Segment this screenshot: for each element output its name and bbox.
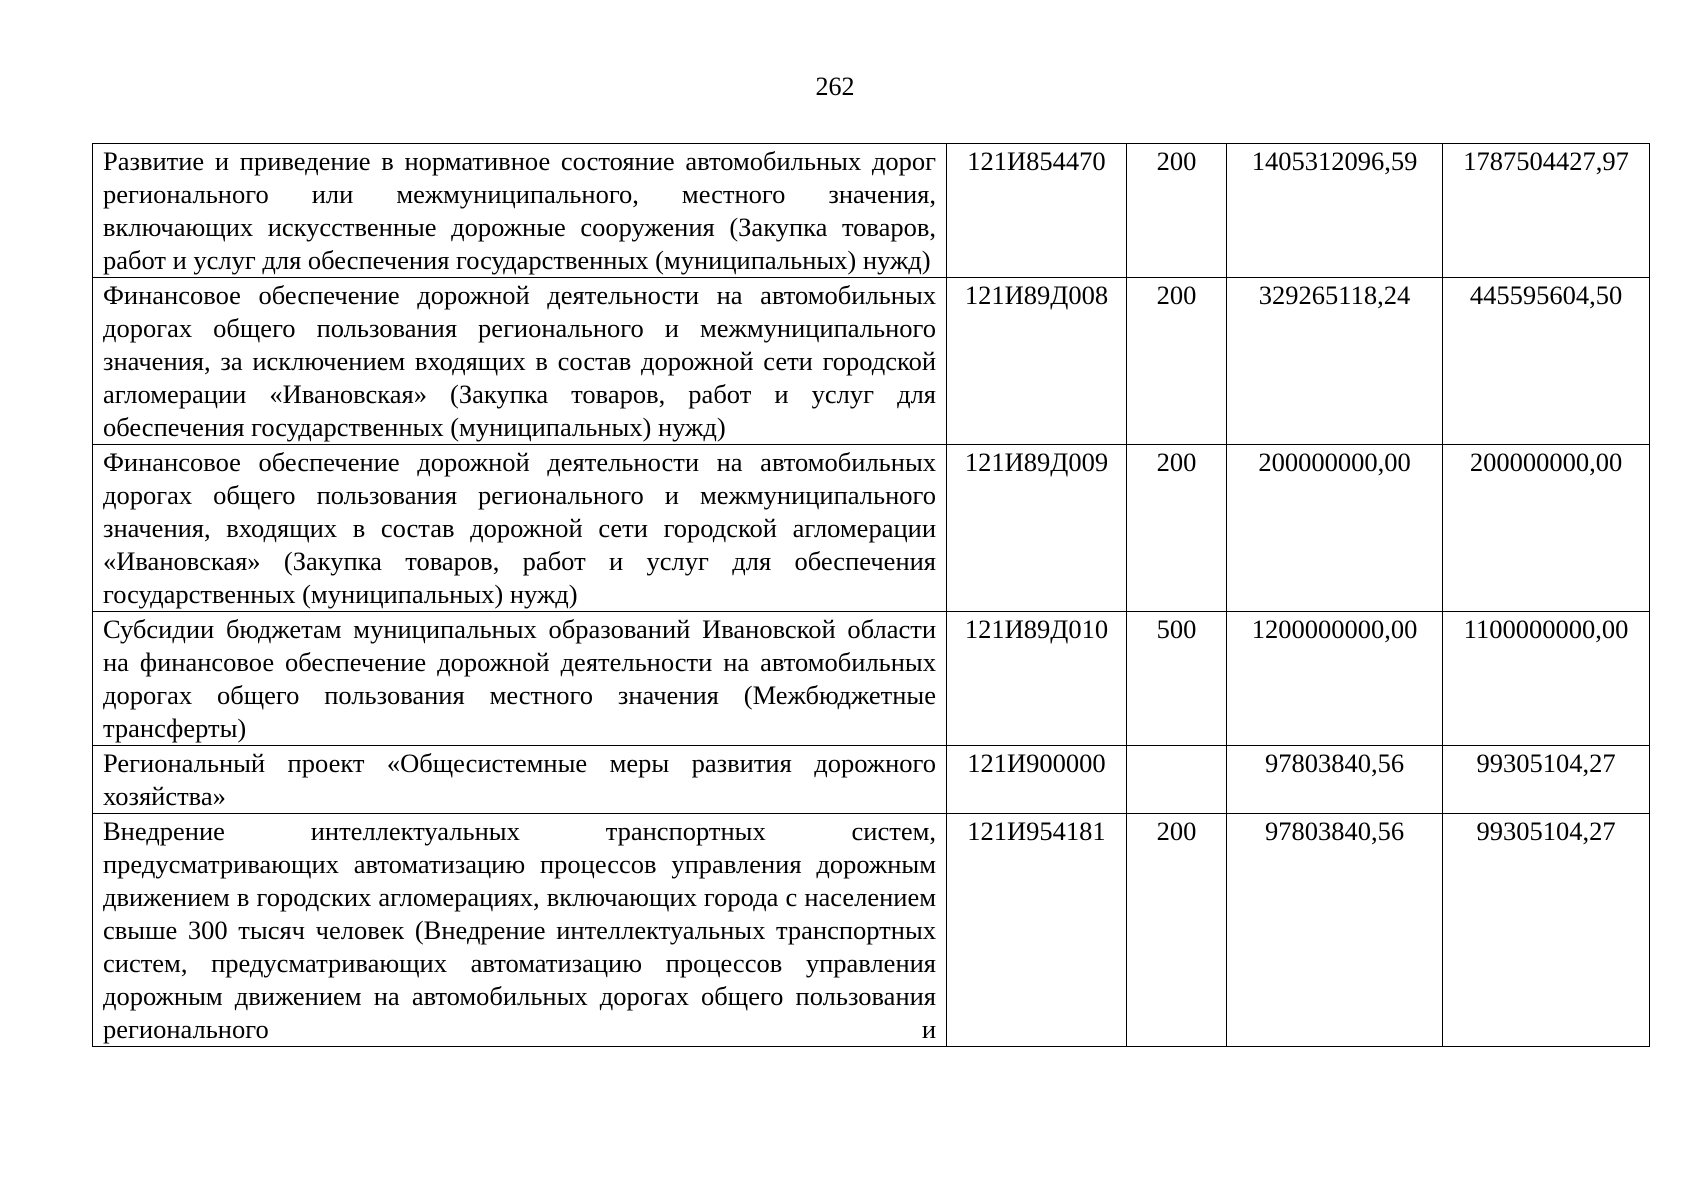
row-sum-second-cell: 99305104,27 (1443, 814, 1650, 1047)
row-expense-type-cell: 200 (1127, 814, 1227, 1047)
table-row (93, 814, 1650, 1047)
row-name-cell: Развитие и приведение в нормативное состояние автомобильных дорог регионального или межмуниципального, местного значения, включающих искусственные дорожные сооружения (Закупка товаров, работ и услуг для обеспечения государственных (муниципальных) нужд) (93, 144, 947, 278)
row-code-cell: 121И954181 (947, 814, 1127, 1047)
row-expense-type-cell: 200 (1127, 144, 1227, 278)
row-name-cell: Внедрение интеллектуальных транспортных систем, предусматривающих автоматизацию процессов управления дорожным движением в городских агломерациях, включающих города с населением свыше 300 тысяч человек (Внедрение интеллектуальных транспортных систем, предусматривающих автоматизацию процессов управления дорожным движением на автомобильных дорогах общего пользования регионального и (93, 814, 947, 1047)
row-sum-first-cell: 97803840,56 (1227, 814, 1443, 1047)
row-sum-first-cell: 329265118,24 (1227, 278, 1443, 445)
row-sum-first-cell: 1200000000,00 (1227, 612, 1443, 746)
row-expense-type-cell (1127, 746, 1227, 814)
row-code-cell: 121И900000 (947, 746, 1127, 814)
table-row (93, 144, 1650, 278)
row-code-cell: 121И89Д009 (947, 445, 1127, 612)
row-expense-type-cell: 200 (1127, 278, 1227, 445)
row-sum-first-cell: 1405312096,59 (1227, 144, 1443, 278)
row-name-cell: Региональный проект «Общесистемные меры развития дорожного хозяйства» (93, 746, 947, 814)
row-sum-second-cell: 1787504427,97 (1443, 144, 1650, 278)
row-name-cell: Финансовое обеспечение дорожной деятельности на автомобильных дорогах общего пользования регионального и межмуниципального значения, за исключением входящих в состав дорожной сети городской агломерации «Ивановская» (Закупка товаров, работ и услуг для обеспечения государственных (муниципальных) нужд) (93, 278, 947, 445)
row-sum-second-cell: 445595604,50 (1443, 278, 1650, 445)
table-row (93, 612, 1650, 746)
row-expense-type-cell: 500 (1127, 612, 1227, 746)
row-name-cell: Субсидии бюджетам муниципальных образований Ивановской области на финансовое обеспечение дорожной деятельности на автомобильных дорогах общего пользования местного значения (Межбюджетные трансферты) (93, 612, 947, 746)
row-sum-first-cell: 97803840,56 (1227, 746, 1443, 814)
row-code-cell: 121И89Д010 (947, 612, 1127, 746)
table-row (93, 746, 1650, 814)
page-number: 262 (815, 72, 855, 101)
row-code-cell: 121И854470 (947, 144, 1127, 278)
table-row (93, 445, 1650, 612)
row-sum-second-cell: 99305104,27 (1443, 746, 1650, 814)
row-sum-second-cell: 200000000,00 (1443, 445, 1650, 612)
row-expense-type-cell: 200 (1127, 445, 1227, 612)
row-sum-first-cell: 200000000,00 (1227, 445, 1443, 612)
budget-table (92, 143, 1650, 1047)
row-sum-second-cell: 1100000000,00 (1443, 612, 1650, 746)
row-name-cell: Финансовое обеспечение дорожной деятельности на автомобильных дорогах общего пользования регионального и межмуниципального значения, входящих в состав дорожной сети городской агломерации «Ивановская» (Закупка товаров, работ и услуг для обеспечения государственных (муниципальных) нужд) (93, 445, 947, 612)
row-code-cell: 121И89Д008 (947, 278, 1127, 445)
table-row (93, 278, 1650, 445)
